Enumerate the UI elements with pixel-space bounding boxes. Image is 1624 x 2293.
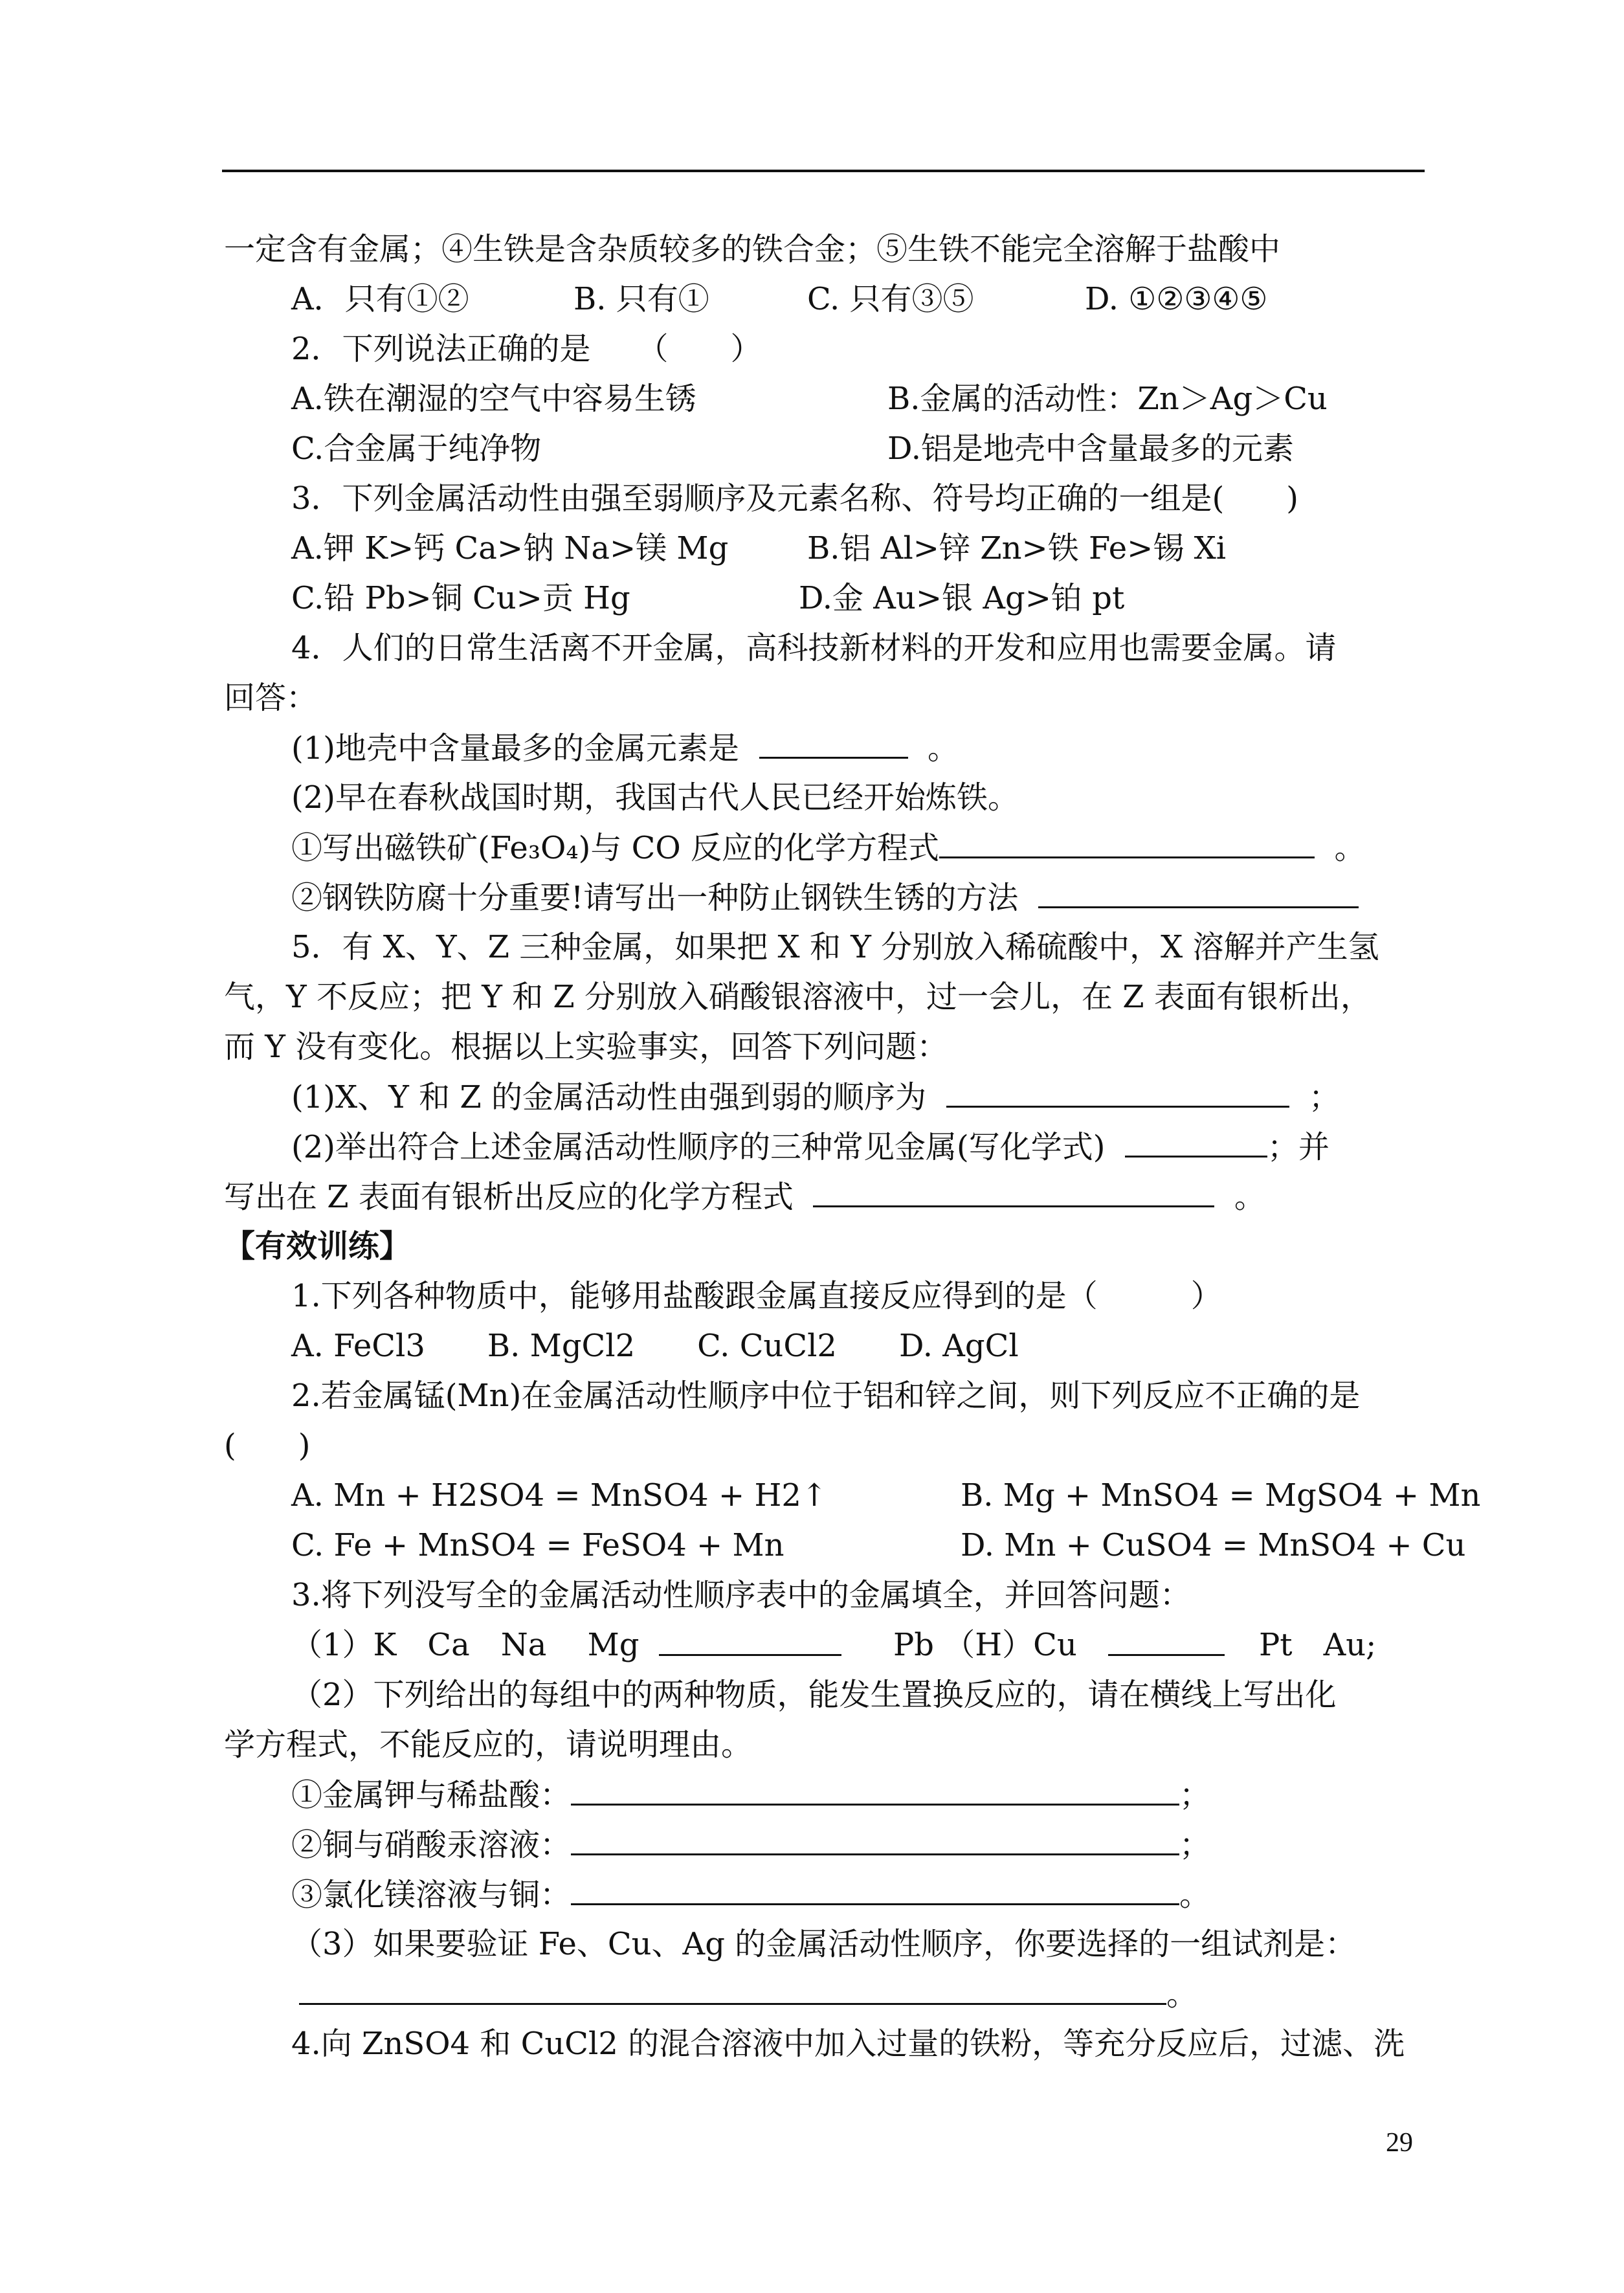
option-c: C.合金属于纯净物: [291, 431, 542, 467]
punct: ；: [1179, 1827, 1211, 1863]
header-rule: [222, 170, 1425, 172]
option-d: D. Mn + CuSO4 = MnSO4 + Cu: [961, 1527, 1466, 1563]
sub-question: [291, 1875, 1210, 1914]
question-3: 3.将下列没写全的金属活动性顺序表中的金属填全，并回答问题：: [291, 1577, 1191, 1613]
sub-question: （3）如果要验证 Fe、Cu、Ag 的金属活动性顺序，你要选择的一组试剂是：: [291, 1926, 1357, 1962]
question-5: 5．有 X、Y、Z 三种金属，如果把 X 和 Y 分别放入稀硫酸中，X 溶解并产生氢: [291, 929, 1379, 965]
answer-blank[interactable]: [813, 1177, 1214, 1207]
option-a: A．只有①②: [291, 281, 469, 317]
question-2: 2.若金属锰(Mn)在金属活动性顺序中位于铝和锌之间，则下列反应不正确的是: [291, 1378, 1361, 1414]
option-c: C. 只有③⑤: [807, 281, 974, 317]
option-b: B.金属的活动性：Zn＞Ag＞Cu: [887, 381, 1328, 417]
prompt: (1)地壳中含量最多的金属元素是: [291, 730, 739, 766]
prompt: 写出在 Z 表面有银析出反应的化学方程式: [224, 1179, 794, 1215]
option-b: B. 只有①: [573, 281, 709, 317]
punct: 。: [1179, 1877, 1211, 1913]
answer-blank[interactable]: [571, 1875, 1179, 1905]
option-a: A.铁在潮湿的空气中容易生锈: [291, 381, 696, 417]
answer-line: [299, 1974, 1197, 2014]
sub-question: [291, 1077, 1340, 1117]
option-b: B. Mg + MnSO4 = MgSO4 + Mn: [961, 1477, 1481, 1514]
punct: 。: [1334, 830, 1366, 866]
prompt: ②钢铁防腐十分重要!请写出一种防止钢铁生锈的方法: [291, 880, 1019, 916]
option-a: A. Mn + H2SO4 = MnSO4 + H2↑: [291, 1477, 828, 1514]
option-c: C.铅 Pb>铜 Cu>贡 Hg: [291, 580, 630, 616]
answer-blank[interactable]: [946, 1077, 1289, 1108]
answer-blank[interactable]: [1038, 878, 1359, 908]
option-d: D. ①②③④⑤: [1085, 281, 1268, 317]
section-heading: 【有效训练】: [224, 1228, 411, 1264]
answer-blank[interactable]: [1125, 1127, 1267, 1158]
prompt: (2)举出符合上述金属活动性顺序的三种常见金属(写化学式): [291, 1129, 1106, 1165]
sub-question: (2)早在春秋战国时期，我国古代人民已经开始炼铁。: [291, 779, 1019, 816]
answer-blank[interactable]: [759, 728, 908, 759]
sub-question: （1）K Ca Na Mg: [291, 1627, 640, 1663]
sub-question: [291, 878, 1359, 917]
prompt: ①写出磁铁矿(Fe₃O₄)与 CO 反应的化学方程式: [291, 830, 939, 866]
answer-blank[interactable]: [1108, 1626, 1225, 1656]
question-1: 1.下列各种物质中，能够用盐酸跟金属直接反应得到的是（ ）: [291, 1278, 1222, 1314]
prompt: ①金属钾与稀盐酸：: [291, 1777, 572, 1813]
text-line: 而 Y 没有变化。根据以上实验事实，回答下列问题：: [224, 1029, 948, 1065]
punct: 。: [928, 730, 959, 766]
punct: ；并: [1267, 1129, 1329, 1165]
question-2: 2．下列说法正确的是 （ ）: [291, 331, 762, 367]
text-line: 回答：: [224, 680, 318, 716]
prompt: (1)X、Y 和 Z 的金属活动性由强到弱的顺序为: [291, 1079, 926, 1115]
prompt: ②铜与硝酸汞溶液：: [291, 1827, 572, 1863]
page-number: 29: [1386, 2128, 1413, 2158]
sub-question: [291, 1775, 1210, 1815]
punct: 。: [1166, 1976, 1198, 2013]
punct: ；: [1309, 1079, 1340, 1115]
text-line: 学方程式，不能反应的，请说明理由。: [224, 1727, 753, 1763]
text-line: ( ): [224, 1427, 311, 1464]
answer-blank[interactable]: [571, 1825, 1179, 1855]
answer-blank[interactable]: [299, 1974, 1166, 2005]
prompt: ③氯化镁溶液与铜：: [291, 1877, 572, 1913]
sub-question: [291, 728, 959, 768]
answer-blank[interactable]: [571, 1775, 1179, 1806]
answer-blank[interactable]: [939, 828, 1315, 858]
text-line: 气，Y 不反应；把 Y 和 Z 分别放入硝酸银溶液中，过一会儿，在 Z 表面有银析出，: [224, 979, 1372, 1015]
option-d: D.金 Au>银 Ag>铂 pt: [799, 580, 1125, 616]
answer-blank[interactable]: [659, 1626, 841, 1656]
option-a: A.钾 K>钙 Ca>钠 Na>镁 Mg: [291, 530, 729, 566]
punct: 。: [1234, 1179, 1265, 1215]
sub-question: [291, 828, 1366, 867]
text-line: 一定含有金属；④生铁是含杂质较多的铁合金；⑤生铁不能完全溶解于盐酸中: [224, 231, 1281, 267]
punct: ；: [1179, 1777, 1211, 1813]
sub-question-end: Pt Au;: [1259, 1627, 1377, 1663]
question-4: 4．人们的日常生活离不开金属，高科技新材料的开发和应用也需要金属。请: [291, 630, 1337, 666]
sub-question: （2）下列给出的每组中的两种物质，能发生置换反应的，请在横线上写出化: [291, 1677, 1337, 1713]
options-line: A. FeCl3 B. MgCl2 C. CuCl2 D. AgCl: [291, 1328, 1019, 1364]
option-b: B.铝 Al>锌 Zn>铁 Fe>锡 Xi: [807, 530, 1227, 566]
option-d: D.铝是地壳中含量最多的元素: [887, 431, 1295, 467]
sub-question: [291, 1825, 1210, 1864]
text-line: [224, 1177, 1265, 1216]
question-4: 4.向 ZnSO4 和 CuCl2 的混合溶液中加入过量的铁粉，等充分反应后，过滤、洗: [291, 2026, 1405, 2062]
sub-question-mid: Pb （H）Cu: [893, 1627, 1077, 1663]
sub-question: [291, 1127, 1329, 1167]
option-c: C. Fe + MnSO4 = FeSO4 + Mn: [291, 1527, 784, 1563]
question-3: 3．下列金属活动性由强至弱顺序及元素名称、符号均正确的一组是( ): [291, 480, 1298, 517]
